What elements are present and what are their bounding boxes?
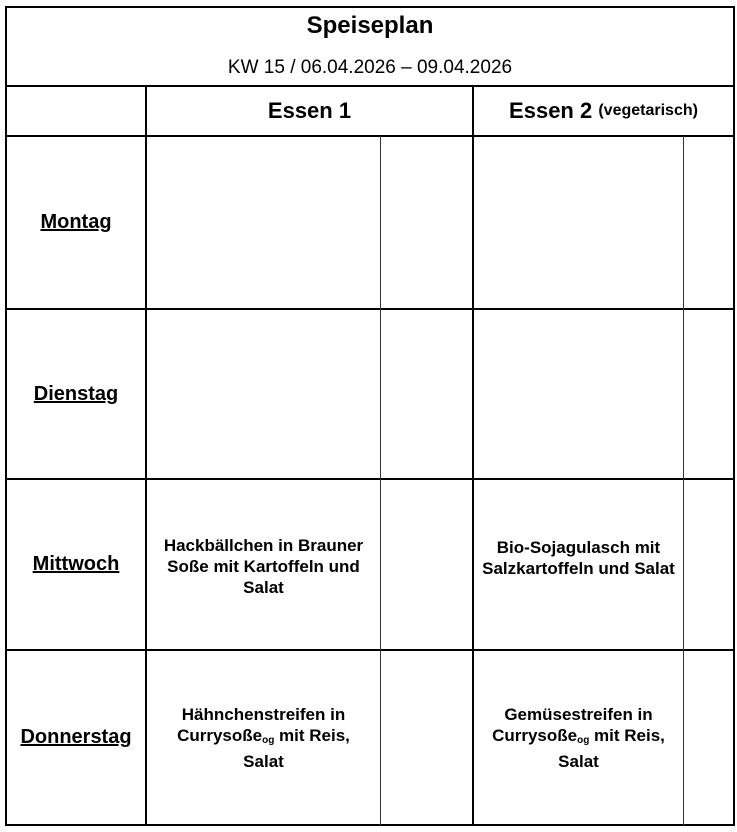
column-header-essen2-label: Essen 2 [509,98,593,123]
day-label-dienstag: Dienstag [33,382,119,405]
divider-sub-essen2 [683,136,684,826]
divider-sub-essen1 [380,136,381,826]
meal-donnerstag-essen1 [147,651,380,824]
week-range: KW 15 / 06.04.2026 – 09.04.2026 [227,57,513,78]
column-header-essen2 [474,87,733,135]
vegetarian-note: (vegetarisch) [598,102,698,119]
meal-mittwoch-essen1: Hackbällchen in Brauner Soße mit Kartoffeln und Salat [163,536,364,597]
meal-mittwoch-essen2: Bio-Sojagulasch mit Salzkartoffeln und Salat [482,537,675,578]
meal-donnerstag-essen1-text: Hähnchenstreifen in Currysoße$_{og}$ mit Reis, Salat [177,704,350,771]
meal-donnerstag-essen2 [474,651,683,824]
day-label-mittwoch: Mittwoch [32,553,120,575]
menu-table [5,6,735,826]
day-label-montag: Montag [40,211,112,233]
column-header-essen1: Essen 1 [267,98,352,123]
border-right [733,6,735,826]
day-label-donnerstag: Donnerstag [20,726,132,748]
border-bottom [5,824,735,826]
page-title: Speiseplan [306,12,434,39]
meal-donnerstag-essen2-text: Gemüsestreifen in Currysoße$_{og}$ mit Reis, Salat [492,704,665,771]
